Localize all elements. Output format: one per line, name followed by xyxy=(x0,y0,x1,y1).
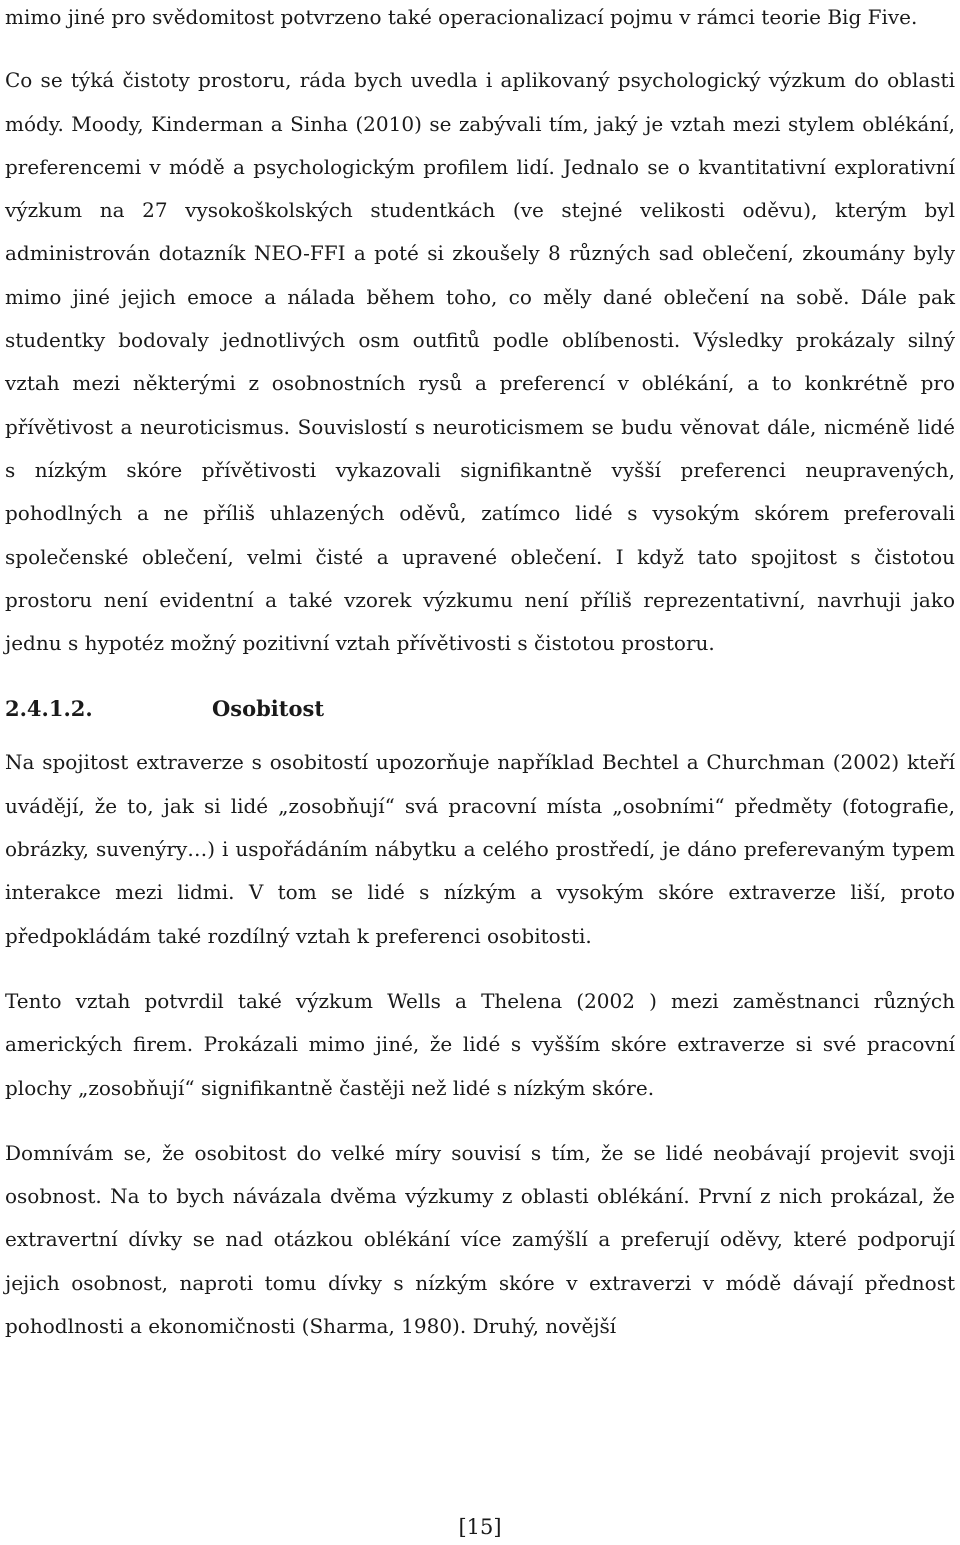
paragraph-continuation: mimo jiné pro svědomitost potvrzeno také operacionalizací pojmu v rámci teorie Big Five. xyxy=(5,5,918,29)
document-page xyxy=(5,0,955,1348)
page-number: [15] xyxy=(458,1515,502,1539)
paragraph-extraversion-link: Na spojitost extraverze s osobitostí upozorňuje například Bechtel a Churchman (2002) kteří uvádějí, že to, jak si lidé „zosobňují“ svá pracovní místa „osobními“ předměty (fotografie, obrázky, suvenýry…) i uspořádáním nábytku a celého prostředí, je dáno preferevaným typem interakce mezi lidmi. V tom se lidé s nízkým a vysokým skóre extraverze liší, proto předpokládám také rozdílný vztah k preferenci osobitosti. xyxy=(5,750,955,948)
paragraph-clothing-research: Domnívám se, že osobitost do velké míry souvisí s tím, že se lidé neobávají projevit svoji osobnost. Na to bych návázala dvěma výzkumy z oblasti oblékání. První z nich prokázal, že extravertní dívky se nad otázkou oblékání více zamýšlí a preferují oděvy, které podporují jejich osobnost, naproti tomu dívky s nízkým skóre v extraverzi v módě dávají přednost pohodlnosti a ekonomičnosti (Sharma, 1980). Druhý, novější xyxy=(5,1140,955,1339)
section-number: 2.4.1.2. xyxy=(5,696,93,722)
section-heading xyxy=(5,687,955,731)
paragraph-wells-thelen: Tento vztah potvrdil také výzkum Wells a Thelena (2002 ) mezi zaměstnanci různých amerických firem. Prokázali mimo jiné, že lidé s vyšším skóre extraverze si své pracovní plochy „zosobňují“ signifikantně častěji než lidé s nízkým skóre. xyxy=(5,988,955,1100)
paragraph-cleanliness-research: Co se týká čistoty prostoru, ráda bych uvedla i aplikovaný psychologický výzkum do oblasti módy. Moody, Kinderman a Sinha (2010) se zabývali tím, jaký je vztah mezi stylem oblékání, preferencemi v módě a psychologickým profilem lidí. Jednalo se o kvantitativní explorativní výzkum na 27 vysokoškolských studentkách (ve stejné velikosti oděvu), kterým byl administrován dotazník NEO-FFI a poté si zkoušely 8 různých sad oblečení, zkoumány byly mimo jiné jejich emoce a nálada během toho, co měly dané oblečení na sobě. Dále pak studentky bodovaly jednotlivých osm outfitů podle oblíbenosti. Výsledky prokázaly silný vztah mezi některými z osobnostních rysů a preferencí v oblékání, a to konkrétně pro přívětivost a neuroticismus. Souvislostí s neuroticismem se budu věnovat dále, nicméně lidé s nízkým skóre přívětivosti vykazovali signifikantně vyšší preferenci neupravených, pohodlných a ne příliš uhlazených oděvů, zatímco lidé s vysokým skórem preferovali společenské oblečení, velmi čisté a upravené oblečení. I když tato spojitost s čistotou prostoru není evidentní a také vzorek výzkumu není příliš reprezentativní, navrhuji jako jednu s hypotéz možný pozitivní vztah přívětivosti s čistotou prostoru. xyxy=(5,68,955,656)
section-title: Osobitost xyxy=(212,696,325,722)
